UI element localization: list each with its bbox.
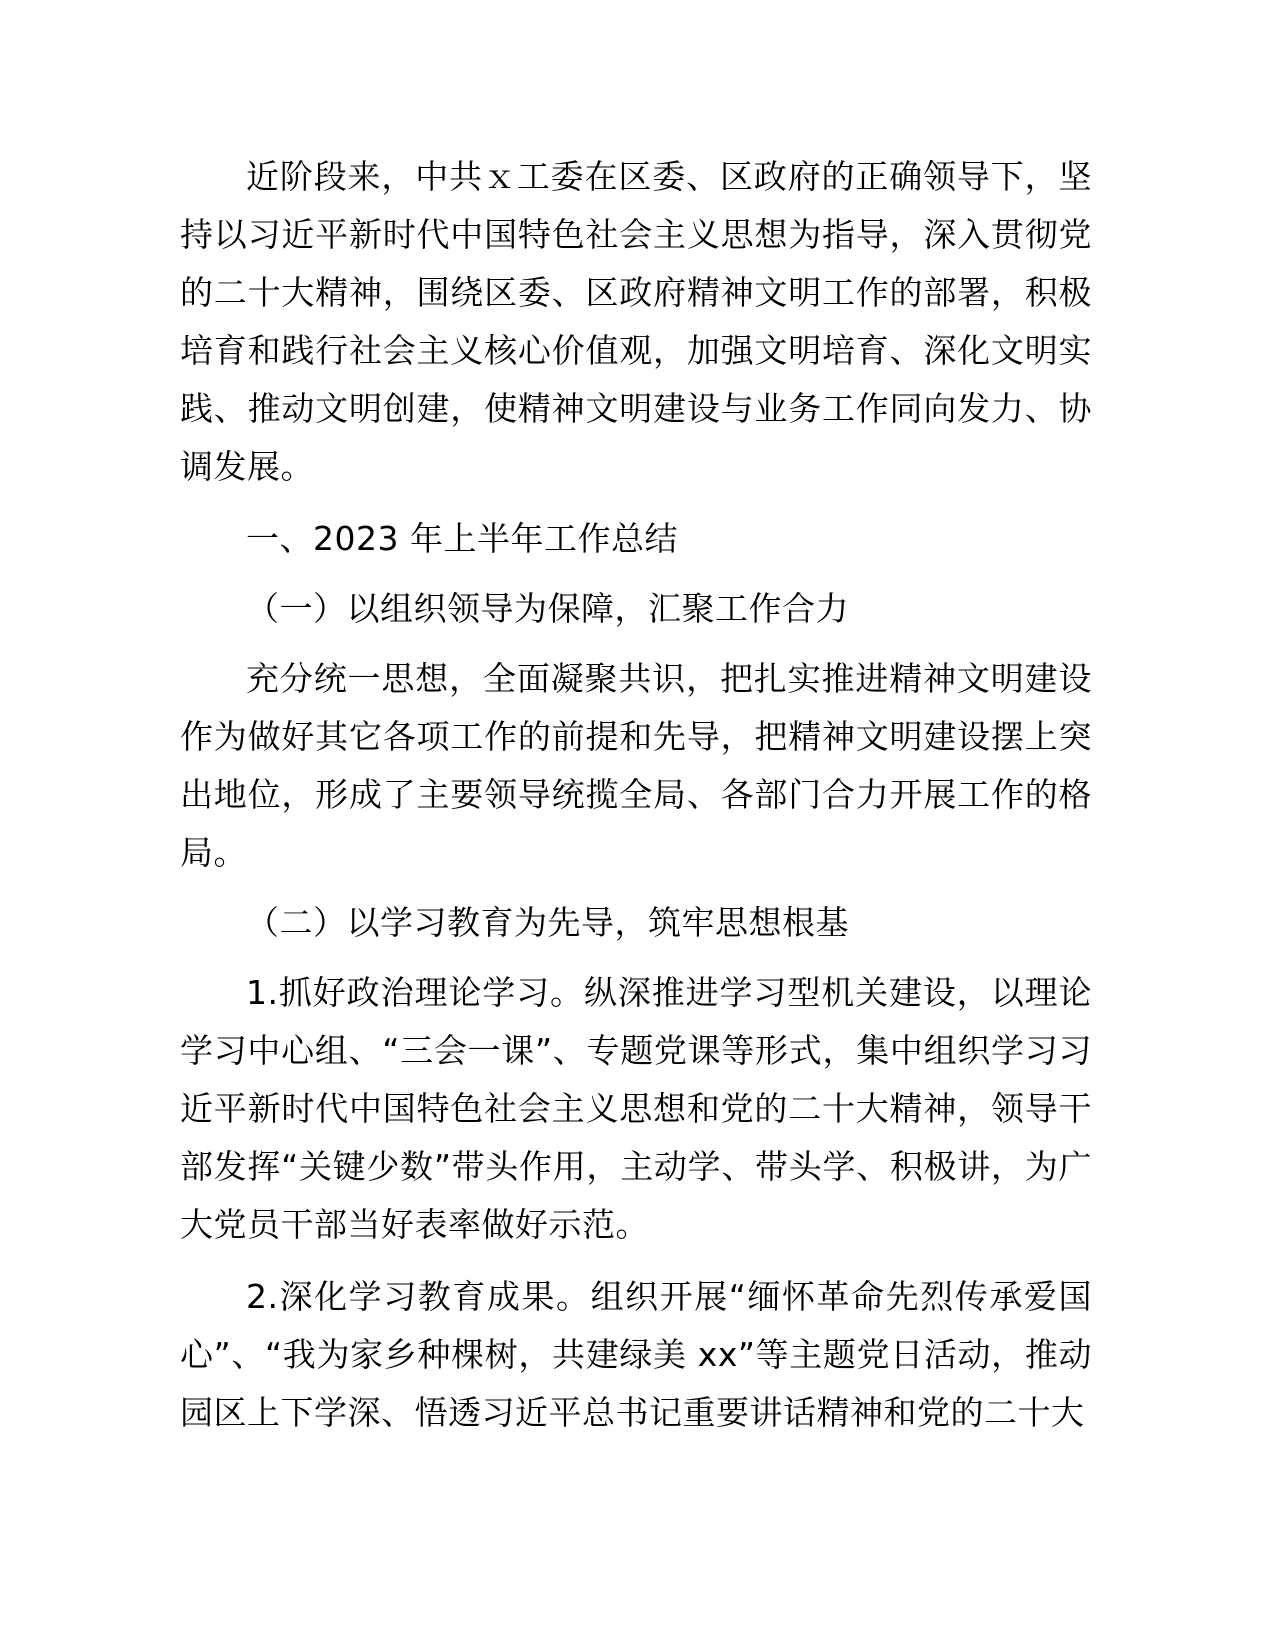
item-theory-study-paragraph: 1.抓好政治理论学习。纵深推进学习型机关建设，以理论学习中心组、“三会一课”、专题党课等形式，集中组织学习习近平新时代中国特色社会主义思想和党的二十大精神，领导干部发挥“关键少数”带头作用，主动学、带头学、积极讲，为广大党员干部当好表率做好示范。 (180, 973, 1092, 1244)
subsection-heading-education: （二）以学习教育为先导，筑牢思想根基 (246, 903, 849, 942)
organization-paragraph: 充分统一思想，全面凝聚共识，把扎实推进精神文明建设作为做好其它各项工作的前提和先导，把精神文明建设摆上突出地位，形成了主要领导统揽全局、各部门合力开展工作的格局。 (180, 659, 1092, 872)
document-page (180, 148, 1092, 1442)
item-education-results-paragraph: 2.深化学习教育成果。组织开展“缅怀革命先烈传承爱国心”、“我为家乡种棵树，共建绿美 xx”等主题党日活动，推动园区上下学深、悟透习近平总书记重要讲话精神和党的二十大 (180, 1277, 1092, 1432)
section-heading-summary: 一、2023 年上半年工作总结 (246, 519, 678, 558)
subsection-heading-organization: （一）以组织领导为保障，汇聚工作合力 (246, 589, 849, 628)
intro-paragraph: 近阶段来，中共ｘ工委在区委、区政府的正确领导下，坚持以习近平新时代中国特色社会主义思想为指导，深入贯彻党的二十大精神，围绕区委、区政府精神文明工作的部署，积极培育和践行社会主义核心价值观，加强文明培育、深化文明实践、推动文明创建，使精神文明建设与业务工作同向发力、协调发展。 (180, 157, 1092, 486)
